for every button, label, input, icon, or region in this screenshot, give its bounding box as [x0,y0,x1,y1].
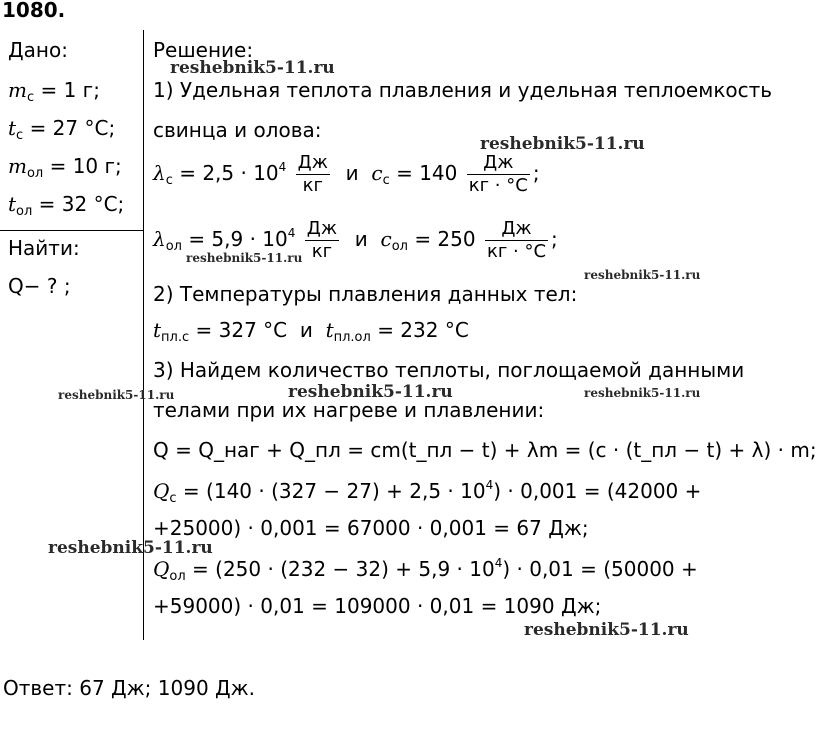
watermark: reshebnik5-11.ru [58,388,175,402]
q-tin-line2: +59000) · 0,01 = 109000 · 0,01 = 1090 Дж; [153,594,602,618]
solution-header: Решение: [153,38,254,62]
given-temp-tin: $t_{ол} = 32$ °C; [8,192,125,219]
q-tin-line1: $Q_{ол} = (250 \cdot (232 - 32) + 5,9 \cdot 10^4) \cdot 0,01 = (50000$ + [153,556,698,584]
step1-text-cont: свинца и олова: [153,118,322,142]
answer: Ответ: 67 Дж; 1090 Дж. [3,676,256,700]
given-mass-tin: $m_{ол} = 10$ г; [8,154,122,181]
lambda-c-line: $\lambda_с = 2,5 \cdot 10^4$ $\frac{Дж}{кг}$ и $c_с = 140$ $\frac{Дж}{кг \cdot ^\circ C}$ ; [153,152,540,196]
q-lead-line2: +25000) · 0,001 = 67000 · 0,001 = 67 Дж; [153,516,589,540]
problem-number: 1080. [2,0,66,22]
given-mass-lead: $m_с = 1$ г; [8,78,100,105]
given-temp-lead: $t_с = 27$ °C; [8,116,116,143]
step3-text-cont: телами при их нагреве и плавлении: [153,398,545,422]
watermark: reshebnik5-11.ru [170,58,335,78]
watermark: reshebnik5-11.ru [524,620,689,640]
watermark: reshebnik5-11.ru [480,134,645,154]
watermark: reshebnik5-11.ru [584,268,701,282]
melting-temps: $t_{пл.с} = 327$ °C и $t_{пл.ол} = 232$ °C [153,318,469,345]
given-find-divider [0,230,143,231]
step3-text: 3) Найдем количество теплоты, поглощаемой данными [153,358,745,382]
find-header: Найти: [8,236,80,260]
watermark: reshebnik5-11.ru [288,382,453,402]
watermark: reshebnik5-11.ru [48,538,213,558]
q-lead-line1: $Q_с = (140 \cdot (327 - 27) + 2,5 \cdot 10^4) \cdot 0,001 = (42000$ + [153,478,702,506]
find-value: Q− ? ; [8,274,71,298]
step2-text: 2) Температуры плавления данных тел: [153,282,578,306]
heat-formula: Q = Q_наг + Q_пл = cm(t_пл − t) + λm = (c · (t_пл − t) + λ) · m; [153,438,817,462]
given-header: Дано: [8,38,68,62]
lambda-ol-line: $\lambda_{ол} = 5,9 \cdot 10^4$ $\frac{Дж}{кг}$ и $c_{ол} = 250$ $\frac{Дж}{кг \cdot ^\circ C}$ ; [153,218,558,262]
watermark: reshebnik5-11.ru [186,251,303,265]
step1-text: 1) Удельная теплота плавления и удельная теплоемкость [153,78,773,102]
watermark: reshebnik5-11.ru [584,386,701,400]
